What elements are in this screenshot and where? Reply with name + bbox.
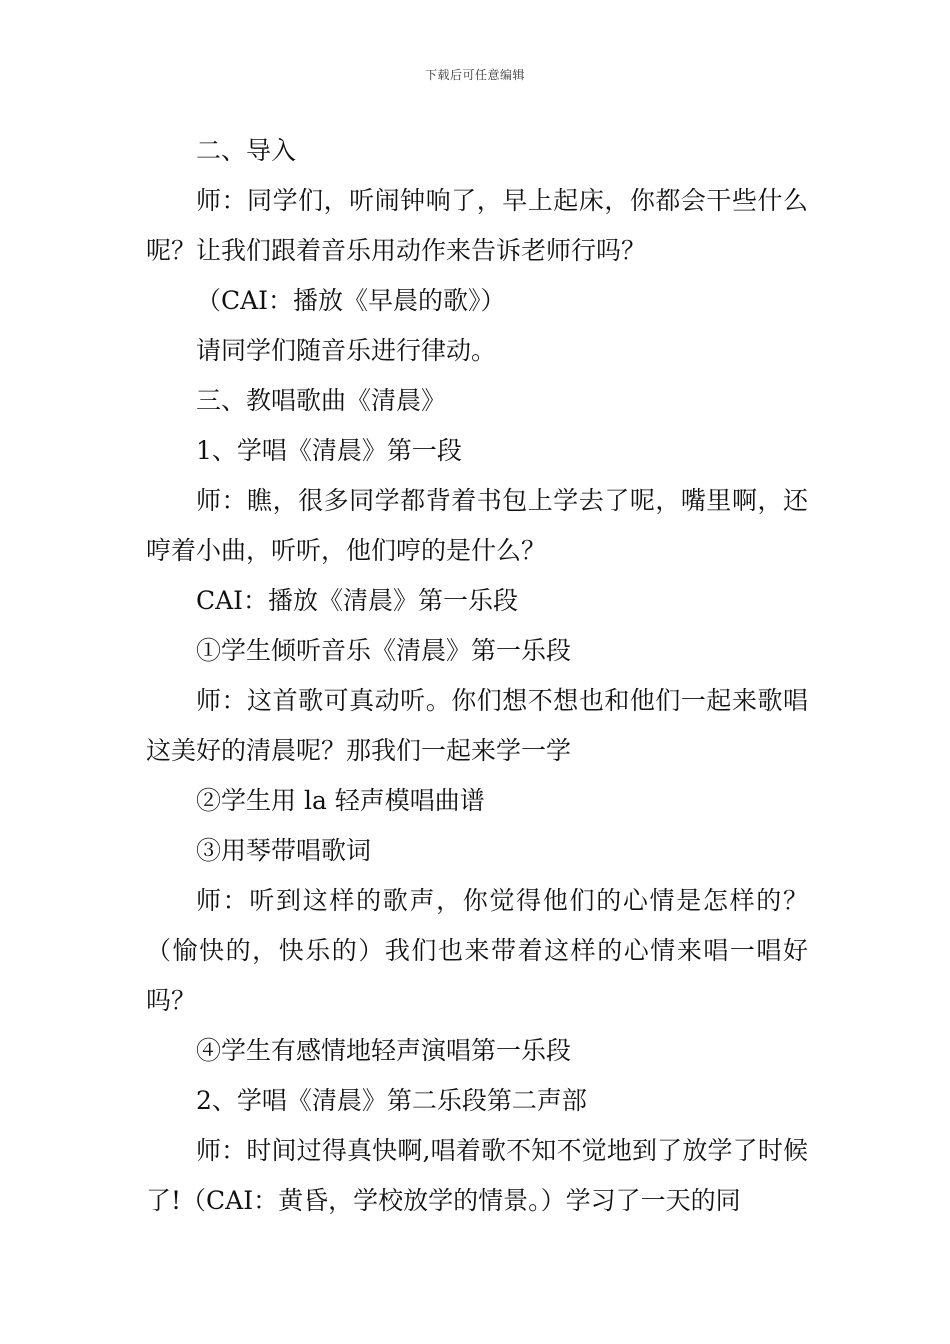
- teacher-line-schoolbag: 师：瞧，很多同学都背着书包上学去了呢，嘴里啊，还哼着小曲，听听，他们哼的是什么？: [146, 486, 808, 565]
- step-listen: ①学生倾听音乐《清晨》第一乐段: [196, 636, 572, 665]
- page-header-note: 下载后可任意编辑: [424, 68, 525, 82]
- document-body: [146, 126, 808, 1226]
- cai-note-morning-song: （CAI：播放《早晨的歌》）: [196, 286, 506, 315]
- step-heading-part-one: 1、学唱《清晨》第一段: [196, 436, 462, 465]
- teacher-line-alarm: 师：同学们，听闹钟响了，早上起床，你都会干些什么呢？让我们跟着音乐用动作来告诉老师行吗？: [146, 186, 808, 265]
- step-sing-with-feeling: ④学生有感情地轻声演唱第一乐段: [196, 1036, 572, 1065]
- step-heading-part-two: 2、学唱《清晨》第二乐段第二声部: [196, 1086, 587, 1115]
- teacher-line-song-pleasant: 师：这首歌可真动听。你们想不想也和他们一起来歌唱这美好的清晨呢？那我们一起来学一学: [146, 686, 808, 765]
- section-heading-teach-song: 三、教唱歌曲《清晨》: [196, 386, 447, 415]
- step-hum-score: ②学生用 la 轻声模唱曲谱: [196, 786, 485, 815]
- section-heading-intro: 二、导入: [196, 136, 297, 165]
- cai-note-part-one: CAI：播放《清晨》第一乐段: [196, 586, 519, 615]
- instruction-rhythm: 请同学们随音乐进行律动。: [196, 336, 497, 365]
- teacher-line-dusk: 师：时间过得真快啊,唱着歌不知不觉地到了放学了时候了!（CAI：黄昏，学校放学的情景。）学习了一天的同: [146, 1136, 808, 1215]
- step-piano-lyrics: ③用琴带唱歌词: [196, 836, 372, 865]
- teacher-line-mood: 师：听到这样的歌声，你觉得他们的心情是怎样的？（愉快的，快乐的）我们也来带着这样的心情来唱一唱好吗？: [146, 886, 808, 1015]
